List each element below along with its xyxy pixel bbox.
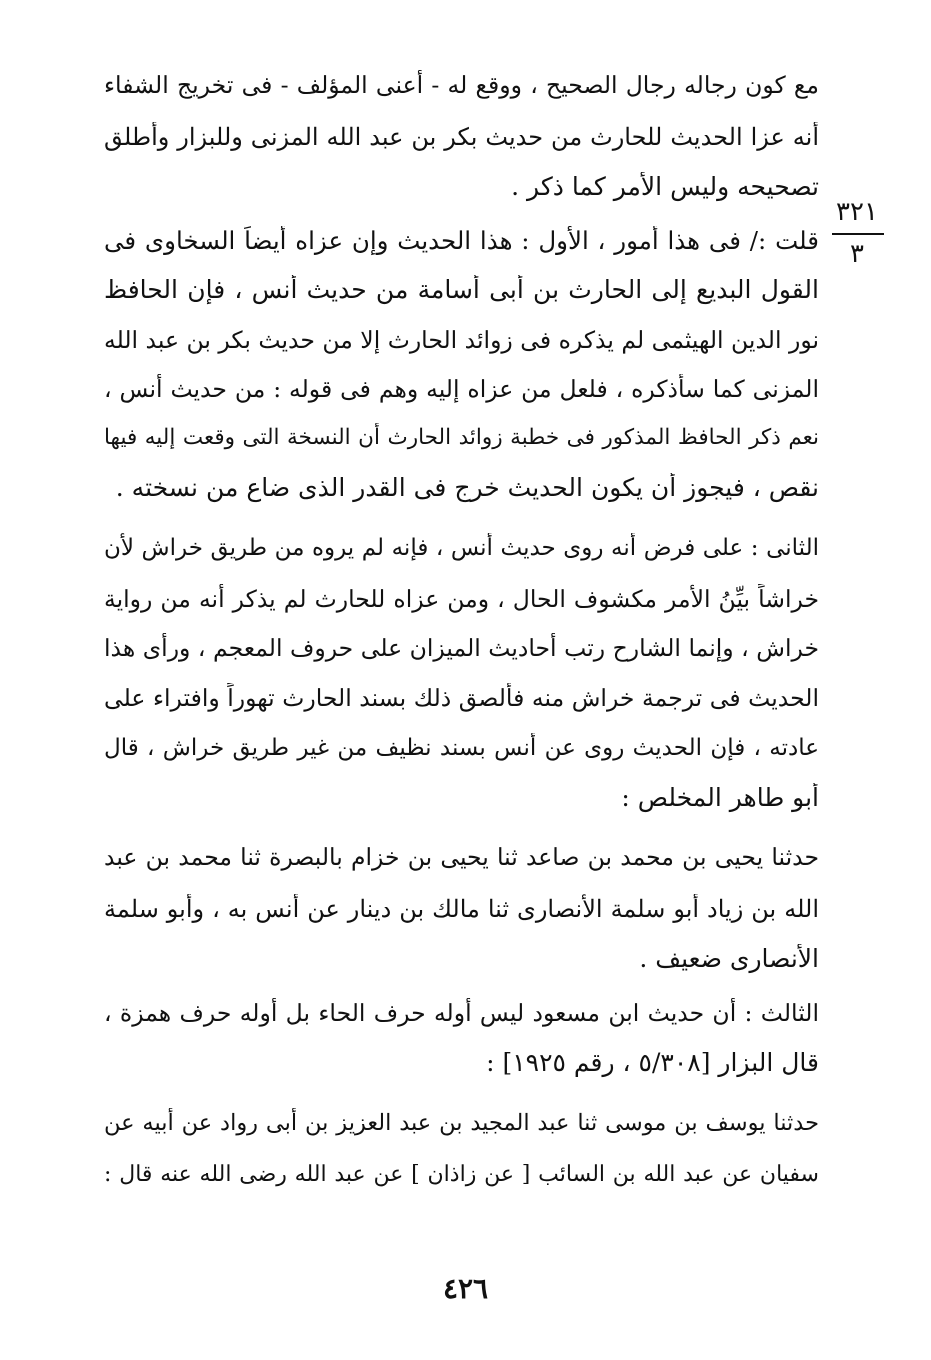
text-line: خراشاً بيِّنُ الأمر مكشوف الحال ، ومن عزاه للحارث لم يذكر أنه من رواية [104, 585, 819, 613]
text-line: نقص ، فيجوز أن يكون الحديث خرج فى القدر الذى ضاع من نسخته . [115, 473, 819, 502]
margin-reference-bottom: ٣ [850, 239, 864, 269]
text-line: تصحيحه وليس الأمر كما ذكر . [511, 172, 819, 201]
text-line: الحديث فى ترجمة خراش منه فألصق ذلك بسند الحارث تهوراً وافتراء على [104, 684, 819, 712]
text-line: نور الدين الهيثمى لم يذكره فى زوائد الحارث إلا من حديث بكر بن عبد الله [104, 326, 819, 354]
text-line: أنه عزا الحديث للحارث من حديث بكر بن عبد الله المزنى وللبزار وأطلق [104, 123, 819, 151]
text-line: نعم ذكر الحافظ المذكور فى خطبة زوائد الحارث أن النسخة التى وقعت إليه فيها [104, 425, 819, 450]
text-line: حدثنا يحيى بن محمد بن صاعد ثنا يحيى بن خزام بالبصرة ثنا محمد بن عبد [104, 843, 819, 871]
margin-reference-top: ٣٢١ [836, 197, 878, 227]
text-line: المزنى كما سأذكره ، فلعل من عزاه إليه وهم فى قوله : من حديث أنس ، [104, 375, 819, 403]
page-number: ٤٢٦ [442, 1272, 489, 1305]
text-line: سفيان عن عبد الله بن السائب [ عن زاذان ] عن عبد الله رضى الله عنه قال : [104, 1162, 819, 1187]
text-line: الثانى : على فرض أنه روى حديث أنس ، فإنه لم يروه من طريق خراش لأن [104, 535, 819, 561]
text-line: قلت :/ فى هذا أمور ، الأول : هذا الحديث وإن عزاه أيضاً السخاوى فى [104, 226, 819, 255]
text-line: أبو طاهر المخلص : [621, 783, 819, 812]
margin-reference [822, 197, 892, 287]
text-line: الثالث : أن حديث ابن مسعود ليس أوله حرف الحاء بل أوله حرف همزة ، [104, 999, 819, 1027]
text-line: حدثنا يوسف بن موسى ثنا عبد المجيد بن عبد العزيز بن أبى رواد عن أبيه عن [104, 1110, 819, 1136]
text-line: القول البديع إلى الحارث بن أبى أسامة من حديث أنس ، فإن الحافظ [104, 275, 819, 304]
text-line: قال البزار [٥/٣٠٨ ، رقم ١٩٢٥] : [486, 1048, 819, 1077]
text-line: الأنصارى ضعيف . [639, 944, 819, 973]
text-line: مع كون رجاله رجال الصحيح ، ووقع له - أعنى المؤلف - فى تخريج الشفاء [104, 71, 819, 99]
text-line: خراش ، وإنما الشارح رتب أحاديث الميزان على حروف المعجم ، ورأى هذا [104, 634, 819, 662]
text-line: الله بن زياد أبو سلمة الأنصارى ثنا مالك بن دينار عن أنس به ، وأبو سلمة [104, 895, 819, 923]
text-line: عادته ، فإن الحديث روى عن أنس بسند نظيف من غير طريق خراش ، قال [104, 735, 819, 761]
margin-reference-rule [832, 233, 884, 235]
